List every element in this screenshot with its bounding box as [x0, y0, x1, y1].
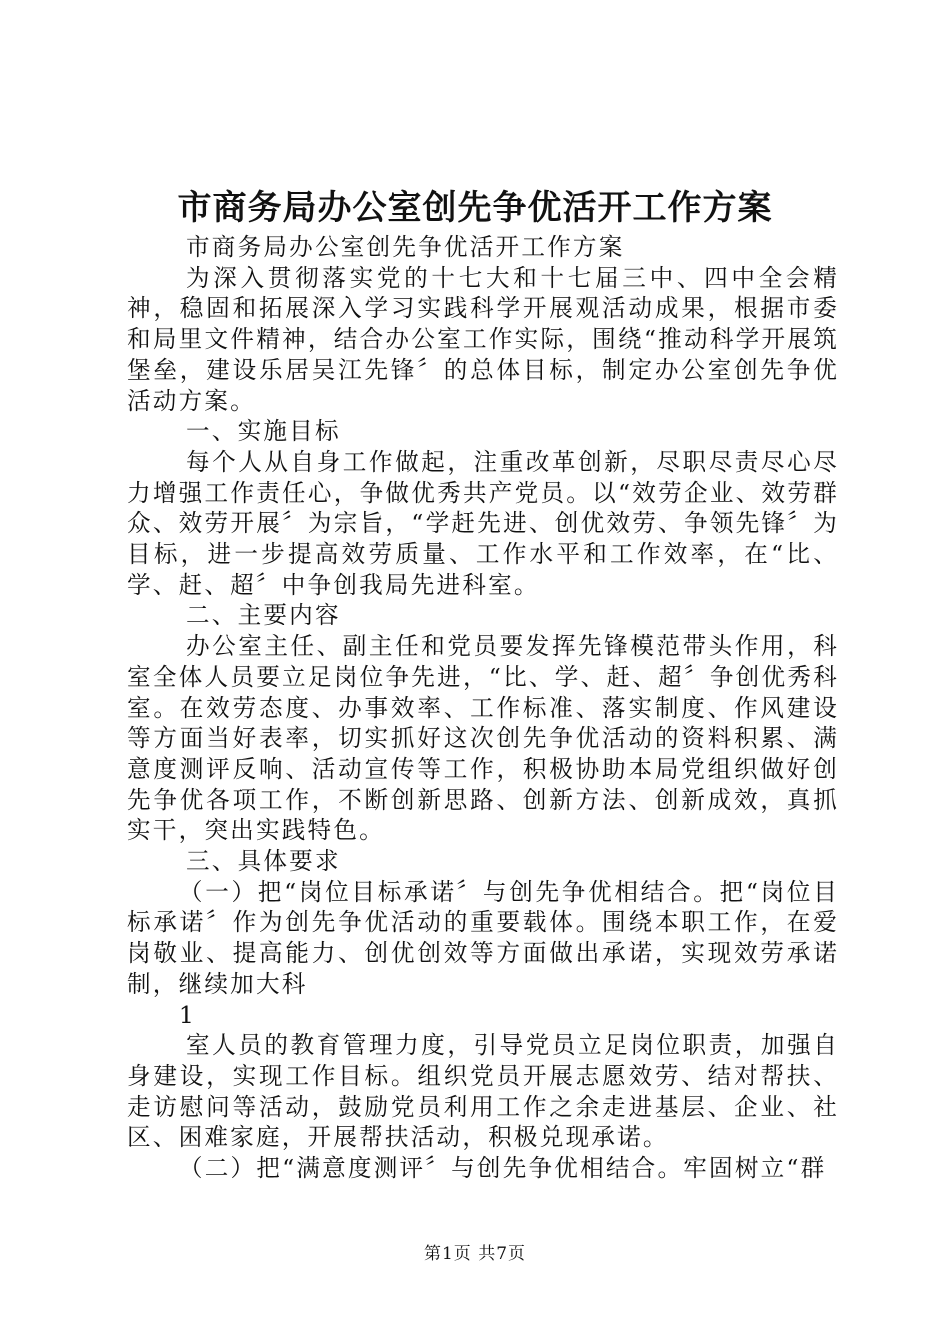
- paragraph: 市商务局办公室创先争优活开工作方案: [186, 233, 625, 261]
- section-heading: 三、具体要求: [186, 847, 341, 876]
- page-footer: 第1页 共7页: [423, 1244, 527, 1264]
- paragraph: 室人员的教育管理力度，引导党员立足岗位职责，加强自身建设，实现工作目标。组织党员开展志愿效劳、结对帮扶、走访慰问等活动，鼓励党员利用工作之余走进基层、企业、社区、困难家庭，开展帮扶活动，积极兑现承诺。: [127, 1031, 839, 1152]
- paragraph: 办公室主任、副主任和党员要发挥先锋模范带头作用，科室全体人员要立足岗位争先进，“比、学、赶、超〞争创优秀科室。在效劳态度、办事效率、工作标准、落实制度、作风建设等方面当好表率，切实抓好这次创先争优活动的资料积累、满意度测评反响、活动宣传等工作，积极协助本局党组织做好创先争优各项工作，不断创新思路、创新方法、创新成效，真抓实干，突出实践特色。: [127, 632, 839, 845]
- paragraph: 每个人从自身工作做起，注重改革创新，尽职尽责尽心尽力增强工作责任心，争做优秀共产党员。以“效劳企业、效劳群众、效劳开展〞为宗旨，“学赶先进、创优效劳、争领先锋〞为目标，进一步提高效劳质量、工作水平和工作效率，在“比、学、赶、超〞中争创我局先进科室。: [127, 447, 839, 599]
- paragraph: 为深入贯彻落实党的十七大和十七届三中、四中全会精神，稳固和拓展深入学习实践科学开展观活动成果，根据市委和局里文件精神，结合办公室工作实际，围绕“推动科学开展筑堡垒，建设乐居吴江先锋〞的总体目标，制定办公室创先争优活动方案。: [127, 263, 839, 415]
- inline-page-number: 1: [178, 1000, 197, 1029]
- document-title: 市商务局办公室创先争优活开工作方案: [177, 188, 773, 228]
- section-heading: 二、主要内容: [186, 601, 341, 630]
- document-body: [127, 232, 839, 1184]
- numbered-paragraph: （一）把“岗位目标承诺〞与创先争优相结合。把“岗位目标承诺〞作为创先争优活动的重要载体。围绕本职工作，在爱岗敬业、提高能力、创优创效等方面做出承诺，实现效劳承诺制，继续加大科: [127, 877, 839, 998]
- section-heading: 一、实施目标: [186, 417, 341, 446]
- numbered-paragraph: （二）把“满意度测评〞与创先争优相结合。牢固树立“群: [178, 1154, 827, 1183]
